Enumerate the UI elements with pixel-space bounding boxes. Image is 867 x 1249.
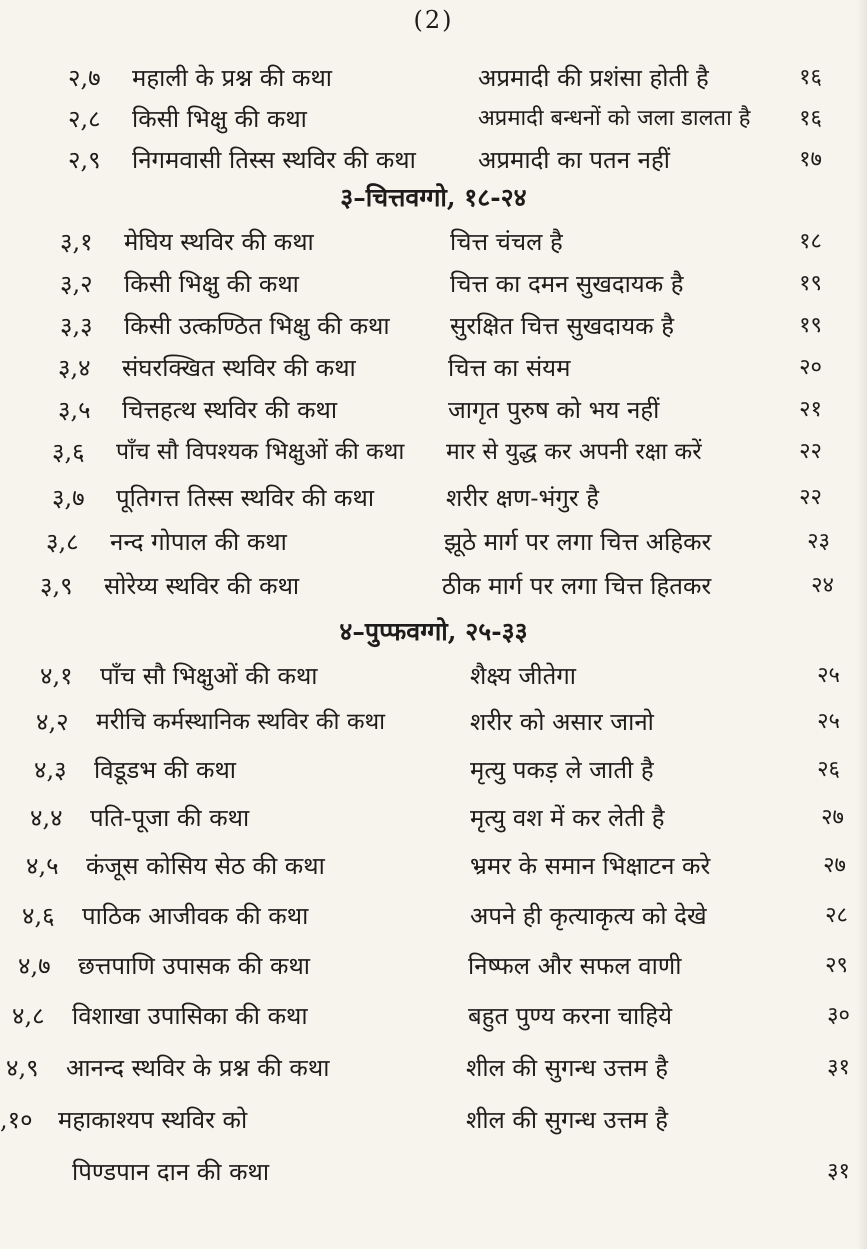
toc-entry [0, 348, 867, 388]
entry-theme: निष्फल और सफल वाणी [468, 952, 682, 980]
toc-entry [0, 702, 867, 742]
entry-story: कंजूस कोसिय सेठ की कथा [86, 852, 325, 880]
entry-story: महाली के प्रश्न की कथा [132, 64, 333, 92]
entry-number: ४,४ [30, 804, 63, 832]
entry-theme: बहुत पुण्य करना चाहिये [468, 1002, 673, 1030]
entry-number: ३,८ [46, 528, 79, 556]
entry-story: महाकाश्यप स्थविर को [58, 1106, 248, 1134]
toc-entry [0, 306, 867, 346]
entry-theme: अप्रमादी का पतन नहीं [478, 146, 670, 174]
entry-number: ३,५ [58, 396, 91, 424]
entry-page: २८ [825, 903, 848, 928]
entry-story: पाँच सौ भिक्षुओं की कथा [100, 662, 318, 690]
entry-number: ४,१ [40, 662, 73, 690]
entry-number: ३,९ [40, 572, 73, 600]
entry-page: १६ [799, 65, 822, 90]
entry-theme: ठीक मार्ग पर लगा चित्त हितकर [442, 572, 712, 600]
entry-story: छत्तपाणि उपासक की कथा [78, 952, 310, 980]
toc-entry [0, 656, 867, 696]
entry-page: २६ [817, 757, 840, 782]
entry-page: २५ [817, 663, 840, 688]
entry-page: २४ [811, 573, 834, 598]
entry-story: संघरक्खित स्थविर की कथा [122, 354, 356, 382]
entry-theme: भ्रमर के समान भिक्षाटन करे [470, 852, 711, 880]
toc-entry [0, 846, 867, 886]
entry-story: आनन्द स्थविर के प्रश्न की कथा [66, 1054, 330, 1082]
entry-theme: शरीर क्षण-भंगुर है [446, 484, 600, 512]
entry-number: ४,८ [12, 1002, 45, 1030]
toc-entry [0, 522, 867, 562]
entry-number: ३,३ [60, 312, 93, 340]
entry-story: किसी भिक्षु की कथा [132, 105, 307, 133]
entry-page: २५ [817, 709, 840, 734]
toc-entry-continuation [0, 1152, 867, 1192]
toc-entry [0, 750, 867, 790]
entry-number: ४,५ [26, 852, 59, 880]
entry-number: ३,१ [60, 228, 93, 256]
entry-page: १८ [799, 229, 822, 254]
entry-story: सोरेय्य स्थविर की कथा [104, 572, 300, 600]
toc-entry [0, 478, 867, 518]
entry-number: ३,६ [52, 438, 85, 466]
entry-number: ,१० [0, 1106, 33, 1134]
entry-story: मेघिय स्थविर की कथा [124, 228, 314, 256]
entry-story: पति-पूजा की कथा [90, 804, 250, 832]
entry-theme: सुरक्षित चित्त सुखदायक है [450, 312, 674, 340]
entry-theme: शील की सुगन्ध उत्तम है [466, 1106, 668, 1134]
entry-theme: अप्रमादी बन्धनों को जला डालता है [478, 106, 751, 131]
toc-entry [0, 140, 867, 180]
toc-entry [0, 264, 867, 304]
entry-number: ४,२ [36, 708, 69, 736]
toc-entry [0, 222, 867, 262]
toc-entry [0, 1048, 867, 1088]
entry-page: १९ [799, 271, 822, 296]
entry-number: २,८ [68, 105, 101, 133]
entry-number: २,७ [68, 64, 101, 92]
entry-theme: मृत्यु पकड़ ले जाती है [470, 756, 654, 784]
toc-entry [0, 58, 867, 98]
entry-number: २,९ [68, 146, 101, 174]
entry-page: २९ [825, 953, 848, 978]
toc-entry [0, 1100, 867, 1140]
entry-story: किसी उत्कण्ठित भिक्षु की कथा [124, 312, 390, 340]
entry-number: ४,३ [34, 756, 67, 784]
entry-number: ३,२ [60, 270, 93, 298]
entry-theme: झूठे मार्ग पर लगा चित्त अहिकर [444, 528, 712, 556]
entry-story: विडूडभ की कथा [94, 756, 237, 784]
toc-entry [0, 996, 867, 1036]
entry-page: १७ [799, 147, 822, 172]
entry-story: चित्तहत्थ स्थविर की कथा [122, 396, 338, 424]
entry-page: २७ [821, 805, 844, 830]
entry-page: २२ [799, 439, 822, 464]
toc-entry [0, 566, 867, 606]
section-heading: ३–चित्तवग्गो, १८-२४ [340, 183, 527, 212]
entry-theme: जागृत पुरुष को भय नहीं [448, 396, 660, 424]
section-heading: ४–पुप्फवग्गो, २५-३३ [339, 617, 528, 646]
entry-page: २३ [807, 529, 830, 554]
entry-page: २७ [823, 853, 846, 878]
entry-theme: चित्त का दमन सुखदायक है [450, 270, 684, 298]
entry-theme: शैक्ष्य जीतेगा [470, 662, 576, 690]
entry-theme: अपने ही कृत्याकृत्य को देखे [470, 902, 707, 930]
entry-number: ४,७ [18, 952, 51, 980]
entry-page: १९ [799, 313, 822, 338]
entry-theme: शील की सुगन्ध उत्तम है [466, 1054, 668, 1082]
entry-theme: मार से युद्ध कर अपनी रक्षा करें [446, 439, 702, 465]
entry-story: पाठिक आजीवक की कथा [82, 902, 309, 930]
entry-theme: चित्त का संयम [448, 354, 571, 382]
entry-theme: चित्त चंचल है [450, 228, 563, 256]
entry-number: ४,९ [6, 1054, 39, 1082]
entry-number: ३,७ [52, 484, 85, 512]
entry-page: १६ [799, 106, 822, 131]
entry-story: पिण्डपान दान की कथा [72, 1158, 270, 1186]
toc-entry [0, 896, 867, 936]
entry-number: ४,६ [22, 902, 55, 930]
entry-page: ३० [827, 1003, 850, 1028]
page-edge-shadow [857, 0, 867, 1249]
entry-page: २० [799, 355, 822, 380]
entry-theme: शरीर को असार जानो [470, 708, 654, 736]
entry-page: ३१ [827, 1159, 850, 1184]
entry-story: पाँच सौ विपश्यक भिक्षुओं की कथा [116, 439, 405, 465]
entry-story: विशाखा उपासिका की कथा [72, 1002, 308, 1030]
toc-entry [0, 798, 867, 838]
entry-page: ३१ [827, 1055, 850, 1080]
toc-entry [0, 390, 867, 430]
page-number: (2) [413, 6, 454, 34]
entry-story: मरीचि कर्मस्थानिक स्थविर की कथा [96, 709, 386, 735]
toc-entry [0, 946, 867, 986]
entry-story: नन्द गोपाल की कथा [110, 528, 287, 556]
entry-story: निगमवासी तिस्स स्थविर की कथा [132, 146, 416, 174]
entry-story: पूतिगत्त तिस्स स्थविर की कथा [116, 484, 375, 512]
entry-theme: मृत्यु वश में कर लेती है [470, 804, 665, 832]
toc-entry [0, 99, 867, 139]
entry-story: किसी भिक्षु की कथा [124, 270, 299, 298]
entry-page: २२ [799, 485, 822, 510]
entry-number: ३,४ [58, 354, 91, 382]
entry-theme: अप्रमादी की प्रशंसा होती है [478, 64, 709, 92]
entry-page: २१ [799, 397, 822, 422]
toc-entry [0, 432, 867, 472]
